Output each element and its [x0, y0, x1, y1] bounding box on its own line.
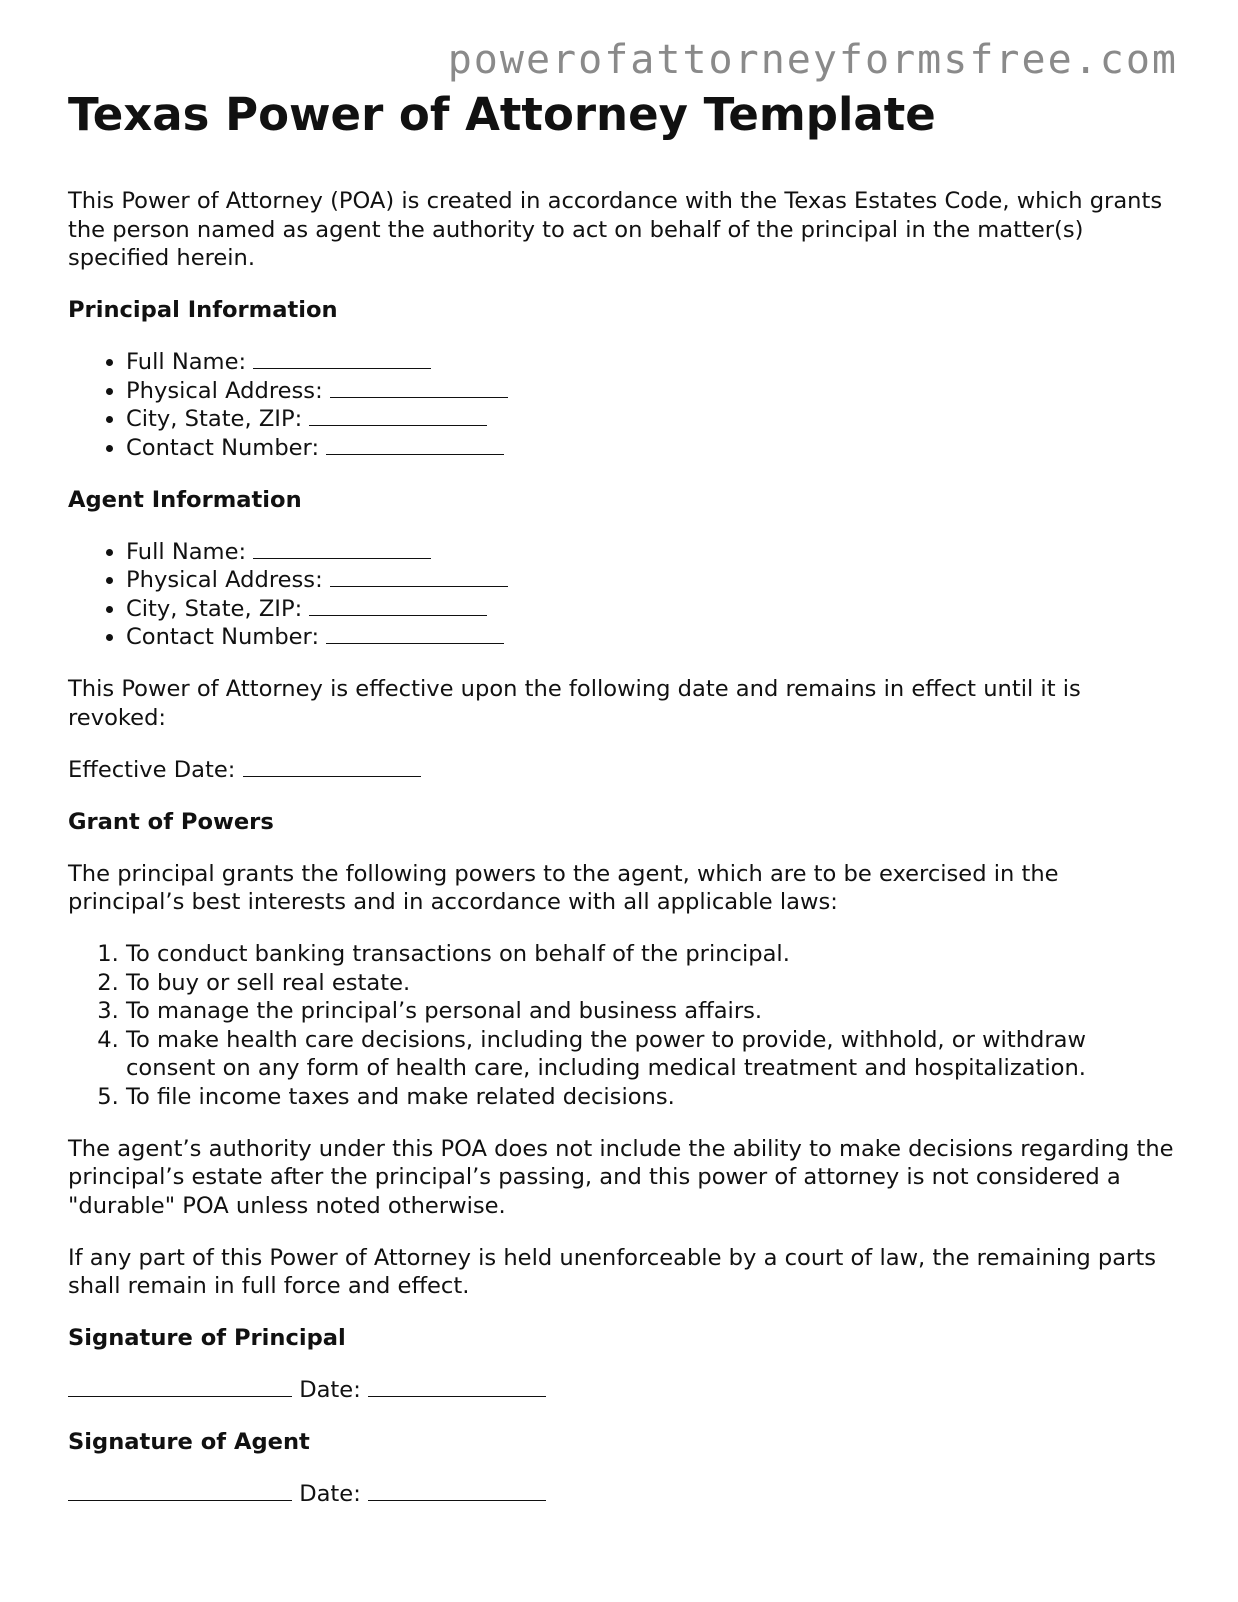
agent-signature-date-label: Date:: [299, 1481, 361, 1507]
effective-date-blank[interactable]: [243, 757, 421, 777]
document-title: Texas Power of Attorney Template: [68, 88, 936, 141]
principal-fields-list: [68, 348, 1178, 462]
principal-contact-number-blank[interactable]: [326, 435, 504, 455]
power-item: 1. To conduct banking transactions on behalf of the principal.: [126, 940, 1178, 969]
agent-full-name-blank[interactable]: [253, 539, 431, 559]
agent-city-state-zip-blank[interactable]: [309, 596, 487, 616]
document-page: [68, 84, 1178, 1532]
principal-city-state-zip-blank[interactable]: [309, 406, 487, 426]
power-item: 5. To file income taxes and make related decisions.: [126, 1083, 1178, 1112]
agent-fields-list: [68, 538, 1178, 652]
effective-paragraph: This Power of Attorney is effective upon the following date and remains in effect until it is revoked:: [68, 676, 1081, 731]
principal-signature-date-label: Date:: [299, 1377, 361, 1403]
agent-full-name-field: [126, 538, 1178, 567]
principal-info-heading: Principal Information: [68, 297, 338, 323]
principal-full-name-field: [126, 348, 1178, 377]
agent-address-blank[interactable]: [330, 567, 508, 587]
field-label: Full Name:: [126, 349, 247, 375]
severability-paragraph: If any part of this Power of Attorney is held unenforceable by a court of law, the remaining parts shall remain in full force and effect.: [68, 1244, 1157, 1299]
field-label: City, State, ZIP:: [126, 406, 303, 432]
power-item: 2. To buy or sell real estate.: [126, 969, 1178, 998]
effective-date-field: [68, 756, 1178, 785]
principal-address-field: [126, 377, 1178, 406]
limitation-paragraph: The agent’s authority under this POA does not include the ability to make decisions regarding the principal’s estate after the principal’s passing, and this power of attorney is not considered a "durable" POA unless noted otherwise.: [68, 1135, 1174, 1219]
power-item: 3. To manage the principal’s personal and business affairs.: [126, 997, 1178, 1026]
principal-address-blank[interactable]: [330, 378, 508, 398]
field-label: Contact Number:: [126, 624, 320, 650]
agent-signature-line: [68, 1480, 1178, 1509]
principal-signature-blank[interactable]: [68, 1377, 292, 1397]
agent-contact-number-field: [126, 623, 1178, 652]
agent-signature-heading: Signature of Agent: [68, 1429, 310, 1455]
principal-contact-number-field: [126, 434, 1178, 463]
field-label: Full Name:: [126, 538, 247, 565]
principal-signature-heading: Signature of Principal: [68, 1325, 346, 1351]
agent-address-field: [126, 566, 1178, 595]
agent-contact-number-blank[interactable]: [326, 624, 504, 644]
watermark: powerofattorneyformsfree.com: [447, 37, 1178, 83]
principal-signature-date-blank[interactable]: [368, 1377, 546, 1397]
power-item: 4. To make health care decisions, including the power to provide, withhold, or withdraw consent on any form of health care, including medical treatment and hospitalization.: [126, 1026, 1178, 1083]
intro-paragraph: This Power of Attorney (POA) is created in accordance with the Texas Estates Code, which grants the person named as agent the authority to act on behalf of the principal in the matter(s) specified herein.: [68, 188, 1163, 271]
agent-info-heading: Agent Information: [68, 486, 302, 513]
effective-date-label: Effective Date:: [68, 756, 236, 783]
agent-signature-blank[interactable]: [68, 1481, 292, 1501]
agent-city-state-zip-field: [126, 595, 1178, 624]
field-label: City, State, ZIP:: [126, 595, 303, 622]
powers-list: [68, 940, 1178, 1111]
field-label: Physical Address:: [126, 377, 323, 404]
principal-city-state-zip-field: [126, 405, 1178, 434]
field-label: Physical Address:: [126, 567, 323, 593]
principal-signature-line: [68, 1376, 1178, 1405]
grant-of-powers-heading: Grant of Powers: [68, 808, 274, 835]
field-label: Contact Number:: [126, 434, 320, 461]
grant-intro-paragraph: The principal grants the following powers to the agent, which are to be exercised in the principal’s best interests and in accordance with all applicable laws:: [68, 860, 1059, 915]
agent-signature-date-blank[interactable]: [368, 1481, 546, 1501]
principal-full-name-blank[interactable]: [253, 349, 431, 369]
